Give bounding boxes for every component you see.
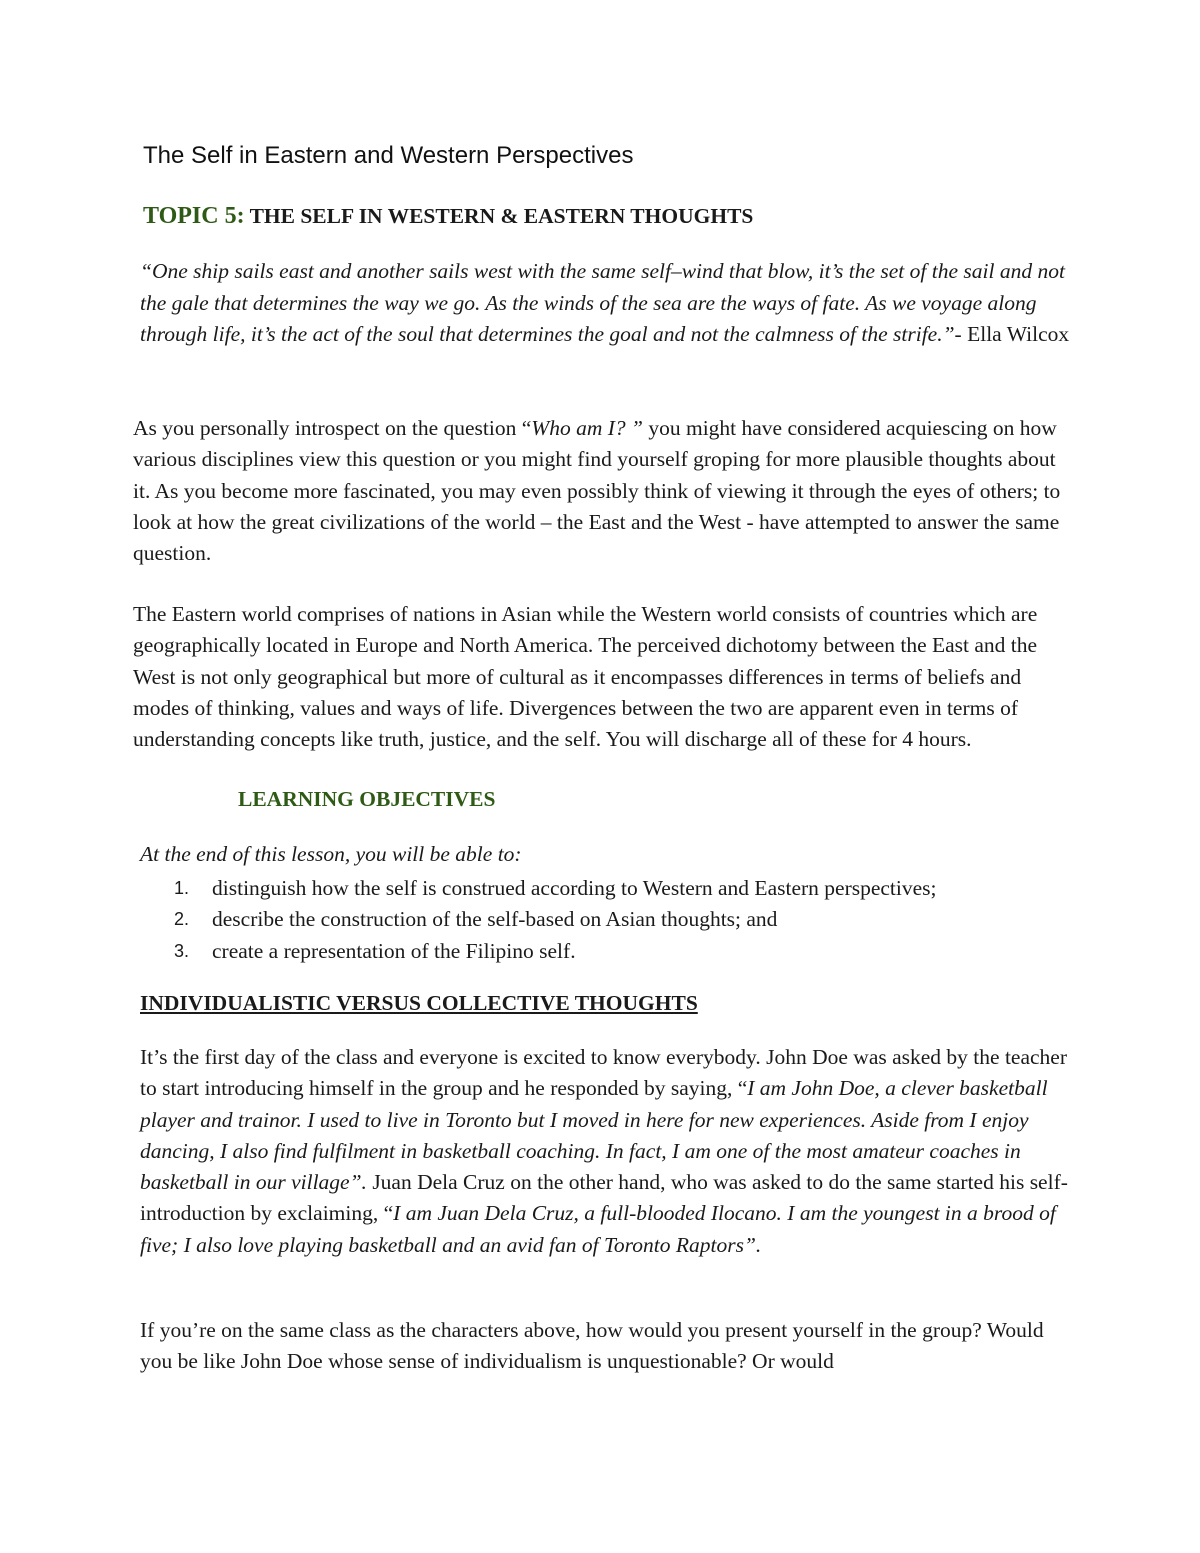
section-heading: INDIVIDUALISTIC VERSUS COLLECTIVE THOUGHTS <box>140 991 698 1015</box>
intro-paragraph-start: As you personally introspect on the question “ <box>133 416 532 440</box>
objective-text: distinguish how the self is construed according to Western and Eastern perspectives; <box>212 876 937 900</box>
juan-dela-cruz-quote: I am Juan Dela Cruz, a full-blooded Ilocano. I am the youngest in a brood of five; I also love playing basketball and an avid fan of Toronto Raptors”. <box>140 1201 1056 1257</box>
story-paragraph <box>140 1042 1070 1261</box>
objective-text: create a representation of the Filipino self. <box>212 938 576 963</box>
john-doe-quote: I am John Doe, a clever basketball player and trainor. I used to live in Toronto but I moved in here for new experiences. Aside from I enjoy dancing, I also find fulfilment in basketball coaching. In fact, I am one of the most amateur coaches in basketball in our village”. <box>140 1076 1048 1195</box>
story-text-1: It’s the first day of the class and everyone is excited to know everybody. John Doe was asked by the teacher to start introducing himself in the group and he responded by saying, “ <box>140 1045 1067 1101</box>
east-west-paragraph: The Eastern world comprises of nations in Asian while the Western world consists of countries which are geographically located in Europe and North America. The perceived dichotomy between the East and the West is not only geographical but more of cultural as it encompasses differences in terms of beliefs and modes of thinking, values and ways of life. Divergences between the two are apparent even in terms of understanding concepts like truth, justice, and the self. You will discharge all of these for 4 hours. <box>133 602 1038 752</box>
quote-author: - Ella Wilcox <box>954 322 1070 346</box>
topic-number: TOPIC 5: <box>143 203 245 229</box>
topic-heading <box>143 203 753 230</box>
objective-item <box>140 936 937 967</box>
document-title: The Self in Eastern and Western Perspectives <box>143 142 634 169</box>
objective-number: 1. <box>174 878 190 898</box>
opening-quote <box>140 256 1080 351</box>
objective-item <box>140 904 937 935</box>
objectives-list <box>140 873 937 967</box>
intro-paragraph <box>133 413 1073 569</box>
objective-number: 3. <box>174 940 190 961</box>
topic-title: THE SELF IN WESTERN & EASTERN THOUGHTS <box>244 204 754 228</box>
intro-paragraph-end: you might have considered acquiescing on how various disciplines view this question or you might find yourself groping for more plausible thoughts about it. As you become more fascinated, you may even possibly think of viewing it through the eyes of others; to look at how the great civilizations of the world – the East and the West - have attempted to answer the same question. <box>133 416 1061 566</box>
story-text-2: Juan Dela Cruz on the other hand, who was asked to do the same started his self-introduction by exclaiming, “ <box>140 1170 1068 1226</box>
objectives-intro: At the end of this lesson, you will be able to: <box>140 842 522 866</box>
objectives-heading: LEARNING OBJECTIVES <box>238 787 496 811</box>
intro-question: Who am I? ” <box>531 416 643 440</box>
objective-item <box>140 873 937 904</box>
objective-number: 2. <box>174 909 190 930</box>
closing-paragraph: If you’re on the same class as the characters above, how would you present yourself in the group? Would you be like John Doe whose sense of individualism is unquestionable? Or would <box>140 1318 1044 1374</box>
objective-text: describe the construction of the self-based on Asian thoughts; and <box>212 907 778 932</box>
quote-text: “One ship sails east and another sails west with the same self–wind that blow, it’s the set of the sail and not the gale that determines the way we go. As the winds of the sea are the ways of fate. As we voyage along through life, it’s the act of the soul that determines the goal and not the calmness of the strife.” <box>140 259 1065 346</box>
